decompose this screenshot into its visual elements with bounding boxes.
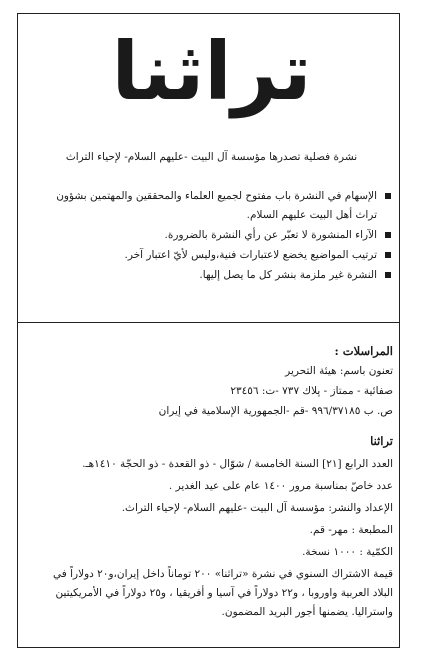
address-name: تعنون باسم: هيئة التحرير xyxy=(285,365,393,377)
note-item xyxy=(36,187,391,225)
journal-logo: تراثنا xyxy=(111,25,312,118)
issue-section xyxy=(33,434,393,622)
square-bullet-icon xyxy=(385,272,391,278)
issue-publisher: الإعداد والنشر: مؤسسة آل البيت -عليهم السلام- لإحياء التراث. xyxy=(121,502,393,514)
notes-list xyxy=(36,187,391,286)
address-pobox: ص. ب ٩٩٦/٣٧١٨٥ -قم -الجمهورية الإسلامية في إيران xyxy=(158,405,393,417)
issue-press: المطبعة : مهر- قم. xyxy=(309,524,393,536)
note-item xyxy=(36,266,391,285)
square-bullet-icon xyxy=(385,252,391,258)
note-item xyxy=(36,246,391,265)
correspondence-section xyxy=(33,344,393,418)
section-divider xyxy=(17,322,400,323)
issue-special: عدد خاصّ بمناسبة مرور ١٤٠٠ عام على عيد الغدير . xyxy=(168,480,393,492)
correspondence-heading: المراسلات : xyxy=(334,344,393,358)
journal-subtitle: نشرة فصلية تصدرها مؤسسة آل البيت -عليهم السلام- لإحياء التراث xyxy=(65,151,358,163)
address-street: صفائية - ممتاز - پلاك ۷۳۷ -ت: ٢٣٤٥٦ xyxy=(230,385,393,397)
issue-quantity: الكمّية : ١٠٠٠ نسخة. xyxy=(302,546,393,558)
note-text: النشرة غير ملزمة بنشر كل ما يصل إليها. xyxy=(199,269,377,281)
note-text: الآراء المنشورة لا تعبّر عن رأي النشرة بالضرورة. xyxy=(164,229,377,241)
square-bullet-icon xyxy=(385,232,391,238)
square-bullet-icon xyxy=(385,193,391,199)
note-text: الإسهام في النشرة باب مفتوح لجميع العلماء والمحققين والمهتمين بشؤون تراث أهل البيت عليهم السلام. xyxy=(56,190,377,221)
note-item xyxy=(36,226,391,245)
subscription-text: قيمة الاشتراك السنوي في نشرة «تراثنا» ٢٠٠ توماناً داخل إيران،و٢٠ دولاراً في البلاد العربية واوروبا ، و٢٢ دولاراً في آسيا و أفريقيا ، و٢٥ دولاراً في الأمريكيتين واستراليا. يضمنها أجور البريد المضمون. xyxy=(52,568,393,618)
issue-heading: تراثنا xyxy=(370,434,393,448)
issue-number: العدد الرابع [٢١] السنة الخامسة / شوّال - ذو القعدة - ذو الحجّة ١٤١٠هـ. xyxy=(82,458,393,470)
note-text: ترتيب المواضيع يخضع لاعتبارات فنية،وليس لأيّ اعتبار آخر. xyxy=(124,249,377,261)
